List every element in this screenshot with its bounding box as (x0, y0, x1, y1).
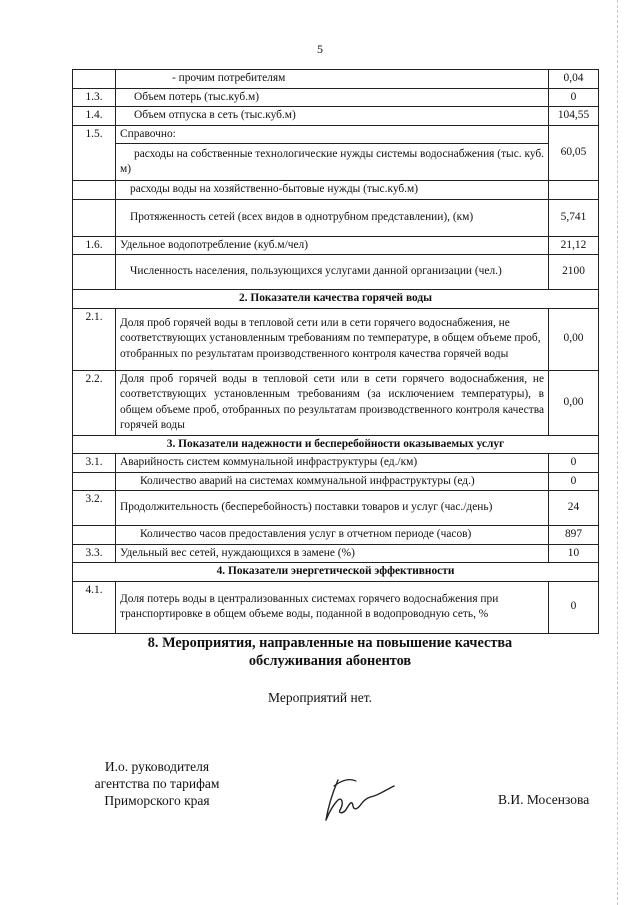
row-number: 4.1. (73, 581, 116, 633)
table-row (73, 144, 599, 181)
row-label: Количество часов предоставления услуг в отчетном периоде (часов) (116, 526, 549, 545)
row-label: Доля потерь воды в централизованных системах горячего водоснабжения при транспортировке в общем объеме воды, поданной в водопроводную сеть, % (116, 581, 549, 633)
section-heading: 4. Показатели энергетической эффективности (73, 563, 599, 582)
row-number (73, 255, 116, 290)
row-number: 1.4. (73, 107, 116, 126)
indicators-table (72, 69, 599, 634)
row-label: Продолжительность (бесперебойность) поставки товаров и услуг (час./день) (116, 491, 549, 526)
table-row (73, 88, 599, 107)
row-label: - прочим потребителям (116, 70, 549, 89)
section-heading: 2. Показатели качества горячей воды (73, 290, 599, 309)
section-8-title: 8. Мероприятия, направленные на повышение качества обслуживания абонентов (147, 635, 513, 669)
row-value: 0 (549, 454, 599, 473)
row-value: 21,12 (549, 236, 599, 255)
row-label-text: Протяженность сетей (всех видов в однотрубном представлении), (км) (130, 210, 474, 223)
table-row (73, 70, 599, 89)
signer-role-line: И.о. руководителя (104, 759, 210, 774)
table-row (73, 454, 599, 473)
row-value: 0,00 (549, 370, 599, 435)
table-row (73, 581, 599, 633)
table-row (73, 125, 599, 144)
scan-edge-line (617, 0, 618, 905)
table-row (73, 107, 599, 126)
row-value: 0,04 (549, 70, 599, 89)
table-row (73, 526, 599, 545)
signer-name: В.И. Мосензова (498, 792, 590, 807)
handwritten-signature (320, 770, 400, 830)
section-header-row (73, 435, 599, 454)
row-label (116, 255, 549, 290)
row-label: Доля проб горячей воды в тепловой сети или в сети горячего водоснабжения, не соответствующих установленным требованиям (за исключением температуры), в общем объеме проб, отобранных по результатам производственного контроля качества горячей воды (116, 370, 549, 435)
row-label: Удельное водопотребление (куб.м/чел) (116, 236, 549, 255)
section-header-row (73, 290, 599, 309)
row-label (116, 144, 549, 181)
row-value: 10 (549, 544, 599, 563)
row-label-text: расходы на собственные технологические нужды системы водоснабжения (тыс. куб. м) (120, 147, 545, 175)
row-label-text: Численность населения, пользующихся услугами данной организации (чел.) (130, 265, 502, 278)
row-number: 3.3. (73, 544, 116, 563)
row-value: 2100 (549, 255, 599, 290)
table-row (73, 236, 599, 255)
table-row (73, 181, 599, 200)
row-label: Аварийность систем коммунальной инфраструктуры (ед./км) (116, 454, 549, 473)
table-row (73, 544, 599, 563)
row-label: Удельный вес сетей, нуждающихся в замене (%) (116, 544, 549, 563)
row-number: 2.2. (73, 370, 116, 435)
row-value: 24 (549, 491, 599, 526)
row-value: 104,55 (549, 107, 599, 126)
page-number: 5 (317, 42, 323, 56)
row-value: 0,00 (549, 308, 599, 370)
table-row (73, 255, 599, 290)
row-value: 897 (549, 526, 599, 545)
row-number (73, 199, 116, 236)
row-number: 1.3. (73, 88, 116, 107)
row-number: 2.1. (73, 308, 116, 370)
row-label: Количество аварий на системах коммунальной инфраструктуры (ед.) (116, 472, 549, 491)
row-label (116, 199, 549, 236)
row-label: Справочно: (116, 125, 549, 144)
section-heading: 3. Показатели надежности и бесперебойности оказываемых услуг (73, 435, 599, 454)
row-value: 60,05 (549, 125, 599, 181)
row-value: 0 (549, 581, 599, 633)
row-value (549, 181, 599, 200)
table-row (73, 491, 599, 526)
row-value: 5,741 (549, 199, 599, 236)
row-number (73, 181, 116, 200)
row-value: 0 (549, 88, 599, 107)
row-number (73, 526, 116, 545)
row-number (73, 472, 116, 491)
table-row (73, 199, 599, 236)
table-row (73, 308, 599, 370)
row-number: 3.1. (73, 454, 116, 473)
signer-role (82, 758, 232, 809)
section-8-text: Мероприятий нет. (268, 690, 372, 705)
row-label: Объем отпуска в сеть (тыс.куб.м) (116, 107, 549, 126)
section-header-row (73, 563, 599, 582)
table-row (73, 472, 599, 491)
row-number: 1.6. (73, 236, 116, 255)
row-label: Доля проб горячей воды в тепловой сети или в сети горячего водоснабжения, не соответствующих установленным требованиям по температуре, в общем объеме проб, отобранных по результатам производственного контроля качества горячей воды (116, 308, 549, 370)
signer-role-line: Приморского края (104, 793, 210, 808)
signer-role-line: агентства по тарифам (94, 776, 220, 791)
row-number (73, 70, 116, 89)
table-row (73, 370, 599, 435)
row-label: Объем потерь (тыс.куб.м) (116, 88, 549, 107)
row-number: 1.5. (73, 125, 116, 181)
row-label: расходы воды на хозяйственно-бытовые нужды (тыс.куб.м) (116, 181, 549, 200)
row-number: 3.2. (73, 491, 116, 526)
row-value: 0 (549, 472, 599, 491)
